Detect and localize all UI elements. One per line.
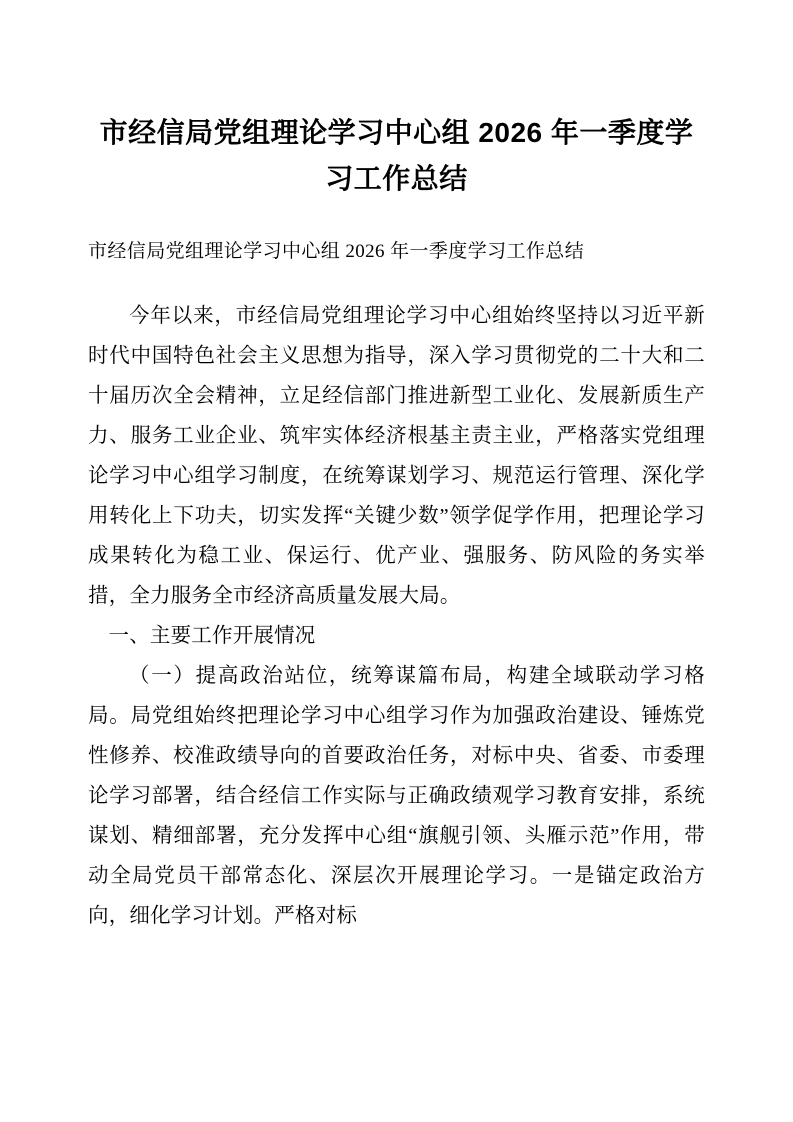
- section-heading: 一、主要工作开展情况: [108, 625, 316, 647]
- body-paragraph-1: 今年以来，市经信局党组理论学习中心组始终坚持以习近平新时代中国特色社会主义思想为指导，深入学习贯彻党的二十大和二十届历次全会精神，立足经信部门推进新型工业化、发展新质生产力、服务工业企业、筑牢实体经济根基主责主业，严格落实党组理论学习中心组学习制度，在统筹谋划学习、规范运行管理、深化学用转化上下功夫，切实发挥“关键少数”领学促学作用，把理论学习成果转化为稳工业、保运行、优产业、强服务、防风险的务实举措，全力服务全市经济高质量发展大局。: [88, 305, 705, 607]
- body-paragraph-2: （一）提高政治站位，统筹谋篇布局，构建全域联动学习格局。局党组始终把理论学习中心组学习作为加强政治建设、锤炼党性修养、校准政绩导向的首要政治任务，对标中央、省委、市委理论学习部署，结合经信工作实际与正确政绩观学习教育安排，系统谋划、精细部署，充分发挥中心组“旗舰引领、头雁示范”作用，带动全局党员干部常态化、深层次开展理论学习。一是锚定政治方向，细化学习计划。严格对标: [88, 665, 705, 927]
- page-title: 市经信局党组理论学习中心组 2026 年一季度学习工作总结: [99, 117, 694, 194]
- document-subtitle: 市经信局党组理论学习中心组 2026 年一季度学习工作总结: [88, 241, 585, 262]
